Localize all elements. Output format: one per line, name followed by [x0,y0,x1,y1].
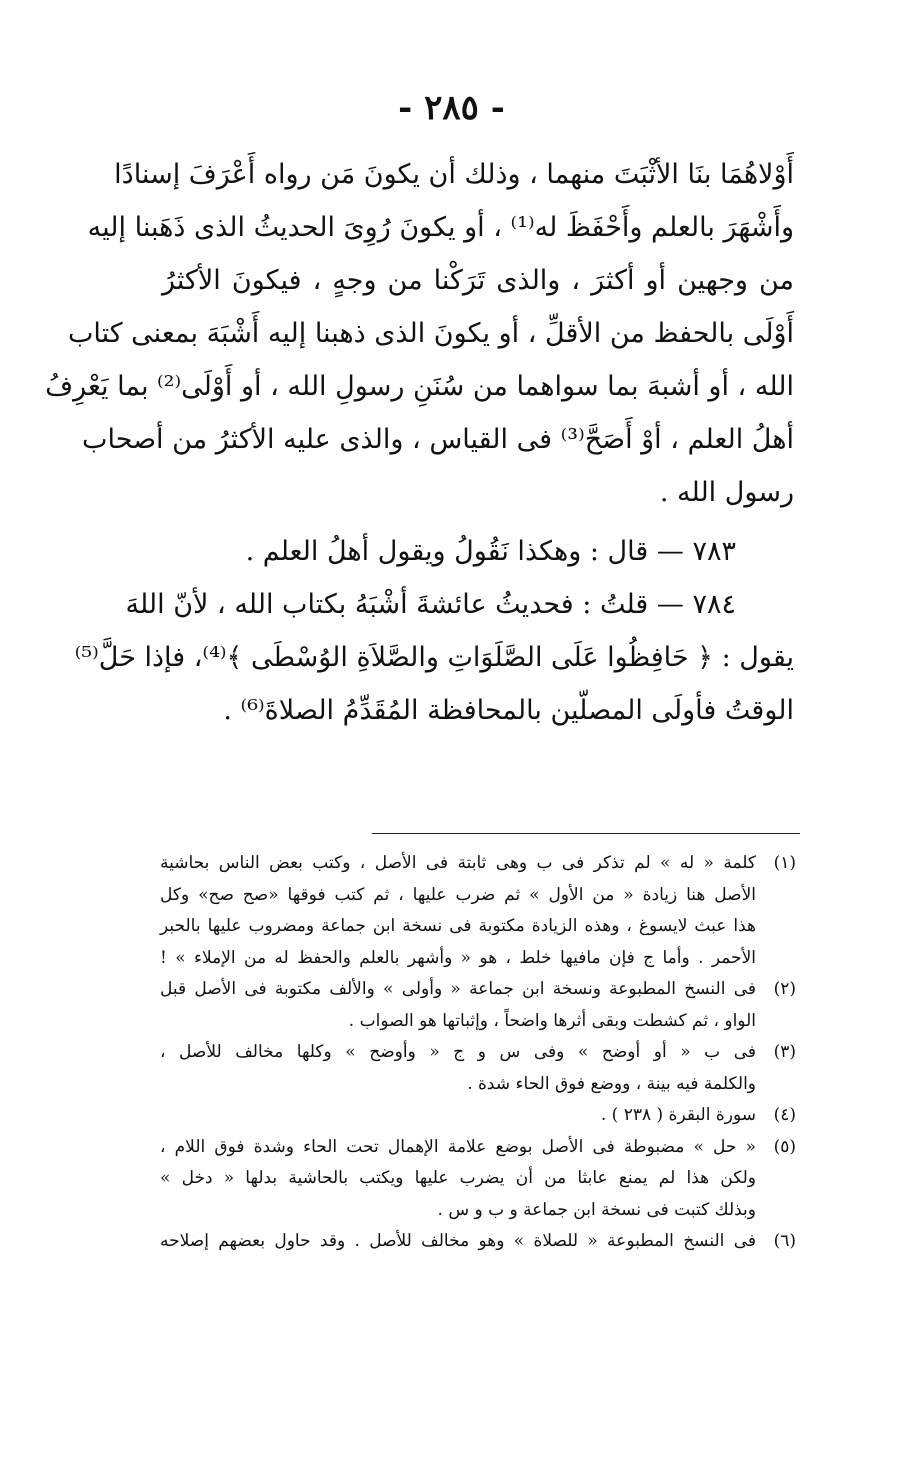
paragraph-783: ٧٨٣ — قال : وهكذا نَقُولُ ويقول أهلُ العلم . [245,536,736,567]
footnote-line: والكلمة فيه بينة ، ووضع فوق الحاء شدة . [467,1073,756,1094]
footnote-number: (٣) [773,1042,796,1062]
footnote-number: (٢) [773,979,796,999]
main-line: أهلُ العلم ، أوْ أَصَحَّ⁽³⁾ فى القياس ، والذى عليه الأكثرُ من أصحاب [82,424,794,455]
footnote-1 [160,848,796,974]
footnote-text: سورة البقرة ( ٢٣٨ ) . [600,1105,756,1125]
main-line: رسول الله . [659,477,794,508]
main-line: وأَشْهَرَ بالعلم وأَحْفَظَ له⁽¹⁾ ، أو يكونَ رُوِىَ الحديثُ الذى ذَهَبنا إليه [87,212,794,243]
footnote-number: (٤) [773,1105,796,1125]
footnote-text: كلمة « له » لم تذكر فى ب وهى ثابتة فى الأصل ، وكتب بعض الناس بحاشية [160,853,756,873]
main-line: الله ، أو أشبهَ بما سواهما من سُنَنِ رسولِ الله ، أو أَوْلَى⁽²⁾ بما يَعْرِفُ [45,371,794,402]
paragraph-784-line: يقول : ﴿ حَافِظُوا عَلَى الصَّلَوَاتِ والصَّلاَةِ الوُسْطَى ﴾⁽⁴⁾، فإذا حَلَّ⁽⁵⁾ [74,642,794,673]
footnote-line [160,974,796,1006]
footnote-line [160,1226,796,1258]
footnote-text: « حل » مضبوطة فى الأصل بوضع علامة الإهمال تحت الحاء وشدة فوق اللام ، [160,1136,756,1157]
footnote-4 [160,1100,796,1132]
footnote-line [160,1132,796,1164]
main-line: من وجهين أو أكثرَ ، والذى تَرَكْنا من وجهٍ ، فيكونَ الأكثرُ [162,265,794,296]
paragraph-784-line: ٧٨٤ — قلتُ : فحديثُ عائشةَ أشْبَهُ بكتاب الله ، لأنّ اللهَ [125,589,736,620]
footnote-number: (٦) [773,1231,796,1251]
footnote-line: وبذلك كتبت فى نسخة ابن جماعة و ب و س . [437,1199,756,1220]
footnote-line: الأصل هنا زيادة « من الأول » ثم ضرب عليها ، ثم كتب فوقها «صح صح» وكل [160,884,756,905]
footnote-number: (٥) [773,1136,796,1157]
footnote-text: فى النسخ المطبوعة « للصلاة » وهو مخالف للأصل . وقد حاول بعضهم إصلاحه [160,1231,756,1251]
footnote-line [160,1100,796,1132]
paragraph-784-line: الوقتُ فأولَى المصلّين بالمحافظة المُقَدِّمُ الصلاةَ⁽⁶⁾ . [223,695,794,726]
footnote-2 [160,974,796,1037]
footnote-divider [372,833,800,834]
footnote-text: فى النسخ المطبوعة ونسخة ابن جماعة « وأولى » والألف مكتوبة فى الأصل قبل [160,979,756,999]
footnote-line: الأحمر . وأما ج فإن مافيها خلط ، هو « وأشهر بالعلم والحفظ له من الإملاء » ! [160,947,756,968]
footnotes [160,848,796,1258]
main-text [45,148,794,737]
footnote-text: فى ب « أو أوضح » وفى س و ج « وأوضح » وكلها مخالف للأصل ، [160,1042,756,1062]
footnote-3 [160,1037,796,1100]
footnote-6 [160,1226,796,1258]
footnote-line [160,848,796,880]
main-line: أَوْلَى بالحفظ من الأقلِّ ، أو يكونَ الذى ذهبنا إليه أَشْبَهَ بمعنى كتاب [67,318,794,349]
main-line: أَوْلاهُمَا بنَا الأثْبَتَ منهما ، وذلك أن يكونَ مَن رواه أَعْرَفَ إسنادًا [114,159,794,190]
footnote-line: الواو ، ثم كشطت وبقى أثرها واضحاً ، وإثباتها هو الصواب . [348,1010,756,1031]
page-number: - ٢٨٥ - [398,88,505,128]
footnote-line: هذا عبث لايسوغ ، وهذه الزيادة مكتوبة فى نسخة ابن جماعة ومضروب عليها بالحبر [160,916,756,936]
footnote-line [160,1037,796,1069]
footnote-5 [160,1132,796,1227]
footnote-number: (١) [773,853,796,873]
footnote-line: ولكن هذا لم يمنع عابثا من أن يضرب عليها ويكتب بالحاشية بدلها « دخل » [160,1168,756,1188]
